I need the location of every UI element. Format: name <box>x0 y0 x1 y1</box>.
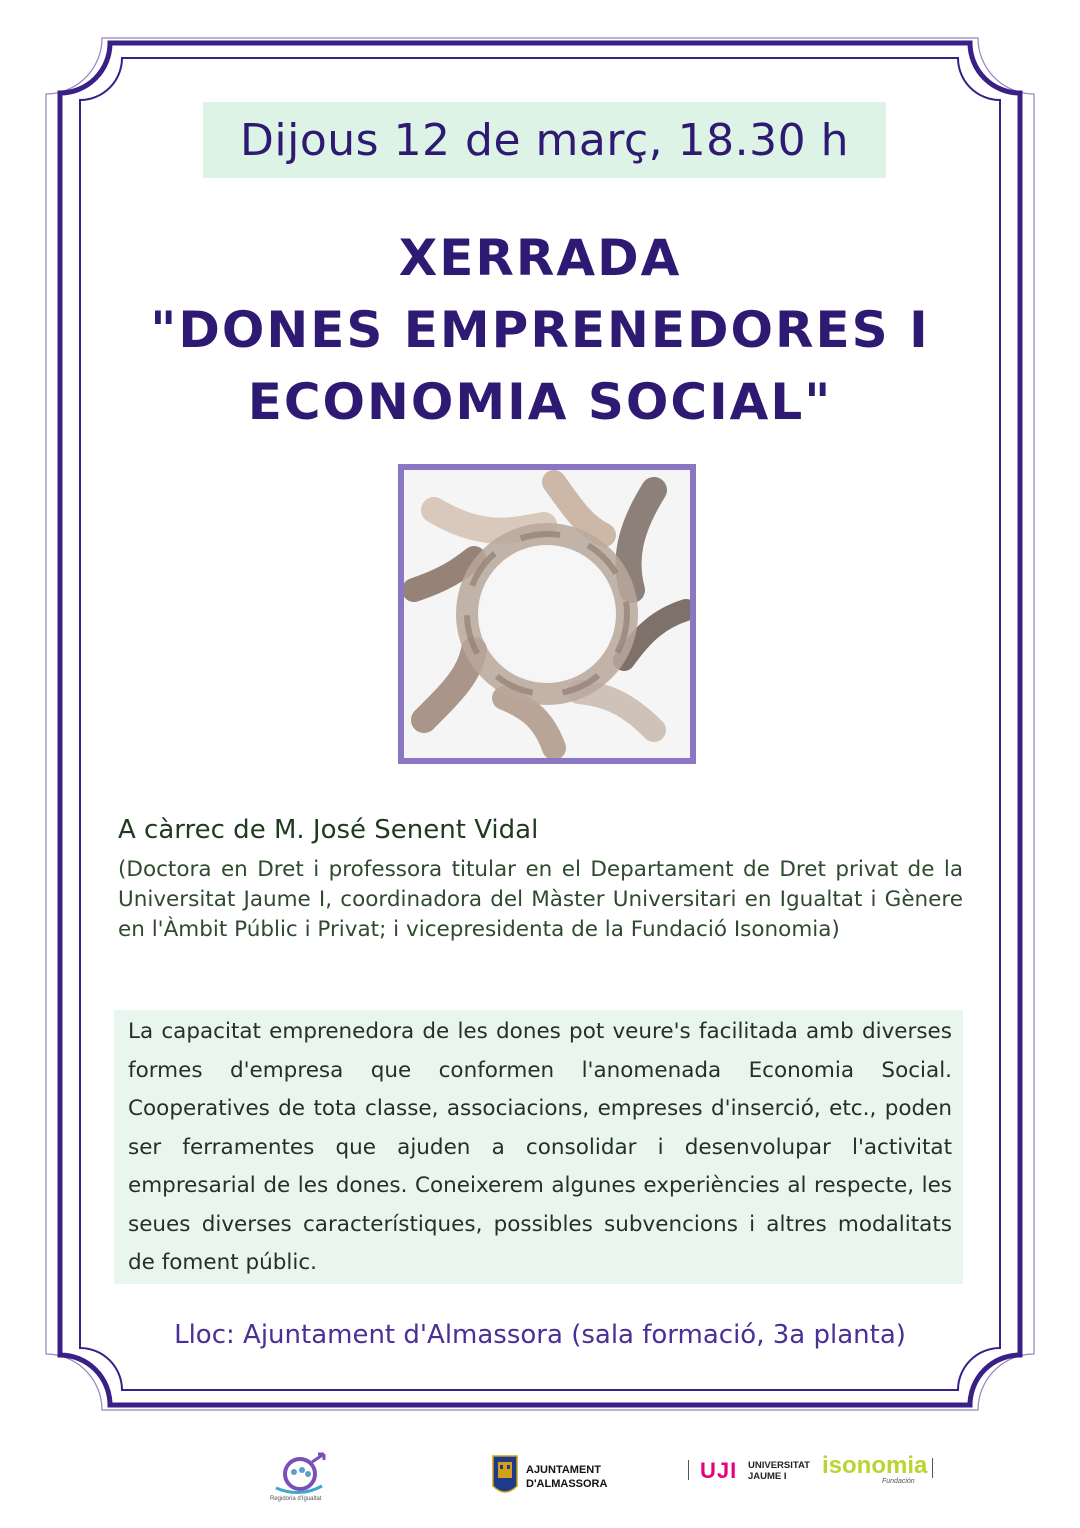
isonomia-logo <box>822 1452 942 1492</box>
event-place: Lloc: Ajuntament d'Almassora (sala formació, 3a planta) <box>174 1320 906 1350</box>
speaker-name: A càrrec de M. José Senent Vidal <box>118 815 539 845</box>
hands-illustration <box>404 470 690 758</box>
ajuntament-line-1: AJUNTAMENT <box>526 1464 601 1476</box>
uji-letters: UJI <box>700 1458 738 1483</box>
event-date: Dijous 12 de març, 18.30 h <box>240 114 849 166</box>
ajuntament-logo <box>492 1454 622 1506</box>
igualtat-label: Regidoria d'Igualtat <box>270 1496 322 1502</box>
date-banner <box>203 102 886 178</box>
divider-left <box>688 1460 689 1480</box>
title-line-2: "DONES EMPRENEDORES I <box>150 301 930 359</box>
speaker-description: (Doctora en Dret i professora titular en el Departament de Dret privat de la Universitat Jaume I, coordinadora del Màster Universitari en Igualtat i Gènere en l'Àmbit Públic i Privat; i vicepresidenta de la Fundació Isonomia) <box>118 857 963 942</box>
isonomia-wordmark: isonomia <box>822 1452 928 1479</box>
ajuntament-line-2: D'ALMASSORA <box>526 1478 608 1490</box>
igualtat-logo <box>270 1450 340 1510</box>
event-title <box>120 222 960 438</box>
abstract-text: La capacitat emprenedora de les dones pot veure's facilitada amb diverses formes d'empresa que conformen l'anomenada Economia Social. Cooperatives de tota classe, associacions, empreses d'inserció, etc., poden ser ferramentes que ajuden a consolidar i desenvolupar l'activitat empresarial de les dones. Coneixerem algunes experiències al respecte, les seues diverses característiques, possibles subvencions i altres modalitats de foment públic. <box>128 1019 952 1275</box>
title-line-3: ECONOMIA SOCIAL" <box>247 373 833 431</box>
igualtat-icon <box>270 1450 340 1496</box>
uji-line-1: UNIVERSITAT <box>748 1460 810 1471</box>
divider-right <box>932 1458 933 1478</box>
isonomia-subtitle: Fundación <box>882 1478 915 1485</box>
title-line-1: XERRADA <box>398 229 682 287</box>
coat-of-arms-icon <box>492 1454 518 1498</box>
circle-of-hands-image <box>398 464 696 764</box>
uji-line-2: JAUME I <box>748 1471 787 1482</box>
sponsor-logos <box>0 1440 1080 1528</box>
uji-logo <box>688 1458 818 1488</box>
